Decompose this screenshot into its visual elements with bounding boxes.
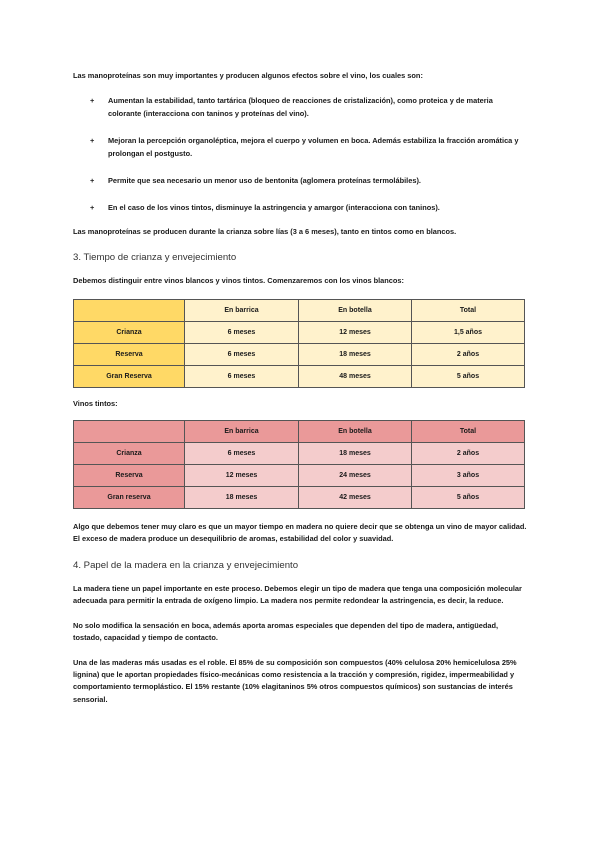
list-item-text: En el caso de los vinos tintos, disminuye la astringencia y amargor (interacciona con taninos). [108, 203, 440, 213]
bullet-marker: + [90, 136, 95, 146]
table-cell: 1,5 años [412, 321, 525, 343]
bullet-marker: + [90, 96, 95, 106]
table-header-cell: En botella [299, 299, 412, 321]
red-wine-table [73, 420, 525, 509]
table-cell: 18 meses [299, 443, 412, 465]
table-row [74, 343, 525, 365]
table-header-cell [74, 421, 185, 443]
table-row [74, 443, 525, 465]
bullet-marker: + [90, 203, 95, 213]
table-cell: 2 años [412, 443, 525, 465]
table-cell: 6 meses [185, 343, 299, 365]
lees-paragraph: Las manoproteínas se producen durante la crianza sobre lías (3 a 6 meses), tanto en tintos como en blancos. [73, 226, 457, 236]
section4-paragraph: Una de las maderas más usadas es el roble. El 85% de su composición son compuestos (40% celulosa 20% hemicelulosa 25% lignina) que le aportan propiedades físico-mecánicas como resistencia a la tracción y compresión, rigidez, impermeabilidad y comportamiento termoplástico. El 15% restante (10% elagitaninos 5% otros compuestos químicos) son sustancias de interés sensorial. [73, 657, 517, 704]
section4-paragraph: La madera tiene un papel importante en este proceso. Debemos elegir un tipo de madera que tenga una composición molecular adecuada para permitir la entrada de oxígeno limpio. La madera nos permite redondear la astringencia, es decir, la reduce. [73, 583, 522, 606]
table-cell: 24 meses [299, 465, 412, 487]
table-cell: 5 años [412, 487, 525, 509]
table-header-cell: En barrica [185, 421, 299, 443]
table-cell: 12 meses [299, 321, 412, 343]
table-cell: 42 meses [299, 487, 412, 509]
table-row [74, 365, 525, 387]
row-label-cell: Gran Reserva [74, 365, 185, 387]
table-header-row [74, 299, 525, 321]
section4-paragraph: No solo modifica la sensación en boca, además aporta aromas especiales que dependen del tipo de madera, antigüedad, tostado, capacidad y tiempo de contacto. [73, 620, 499, 643]
row-label-cell: Crianza [74, 443, 185, 465]
table-cell: 48 meses [299, 365, 412, 387]
conclusion-paragraph: Algo que debemos tener muy claro es que un mayor tiempo en madera no quiere decir que se obtenga un vino de mayor calidad. El exceso de madera produce un desequilibrio de aromas, estabilidad del color y suavidad. [73, 522, 527, 544]
list-item-text: Aumentan la estabilidad, tanto tartárica (bloqueo de reacciones de cristalización), como proteica y de materia colorante (interacciona con taninos y proteínas del vino). [108, 96, 493, 118]
table-row [74, 465, 525, 487]
table-header-cell: En botella [299, 421, 412, 443]
white-wine-table [73, 299, 525, 388]
row-label-cell: Reserva [74, 343, 185, 365]
table-header-cell: Total [412, 421, 525, 443]
table-header-cell: Total [412, 299, 525, 321]
list-item [73, 202, 528, 214]
row-label-cell: Reserva [74, 465, 185, 487]
table-cell: 18 meses [299, 343, 412, 365]
benefits-list [73, 95, 528, 214]
table-cell: 3 años [412, 465, 525, 487]
row-label-cell: Crianza [74, 321, 185, 343]
table-cell: 18 meses [185, 487, 299, 509]
section-heading-4: 4. Papel de la madera en la crianza y envejecimiento [73, 559, 299, 571]
table-cell: 5 años [412, 365, 525, 387]
table-cell: 6 meses [185, 321, 299, 343]
table-cell: 6 meses [185, 365, 299, 387]
table-cell: 12 meses [185, 465, 299, 487]
table-header-cell: En barrica [185, 299, 299, 321]
list-item-text: Mejoran la percepción organoléptica, mejora el cuerpo y volumen en boca. Además estabiliza la fracción aromática y prolongan el postgusto. [108, 136, 519, 158]
table-header-row [74, 421, 525, 443]
list-item-text: Permite que sea necesario un menor uso de bentonita (aglomera proteínas termolábiles). [108, 176, 421, 186]
list-item [73, 175, 528, 187]
section-heading-3: 3. Tiempo de crianza y envejecimiento [73, 252, 237, 264]
table-header-cell [74, 299, 185, 321]
list-item [73, 135, 528, 160]
bullet-marker: + [90, 176, 95, 186]
intro-paragraph: Las manoproteínas son muy importantes y producen algunos efectos sobre el vino, los cuales son: [73, 71, 423, 80]
table-row [74, 487, 525, 509]
document-page [73, 70, 528, 706]
table-row [74, 321, 525, 343]
red-wine-label: Vinos tintos: [73, 398, 118, 408]
table-cell: 2 años [412, 343, 525, 365]
table-cell: 6 meses [185, 443, 299, 465]
section3-intro: Debemos distinguir entre vinos blancos y vinos tintos. Comenzaremos con los vinos blancos: [73, 276, 405, 286]
row-label-cell: Gran reserva [74, 487, 185, 509]
list-item [73, 95, 528, 120]
